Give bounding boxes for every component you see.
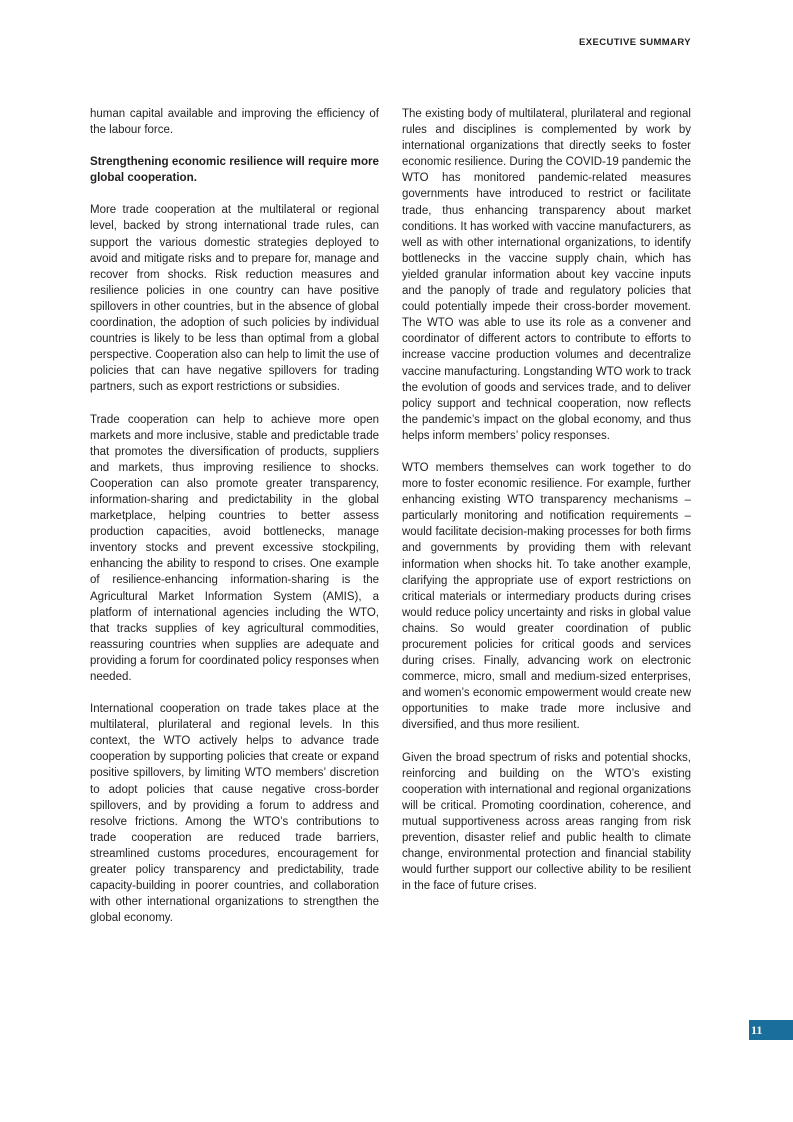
paragraph: Trade cooperation can help to achieve more open markets and more inclusive, stable and predictable trade that promotes the diversification of products, suppliers and markets, thus improving resilience to shocks. Cooperation can also promote greater transparency, information-sharing and predictability in the global marketplace, helping countries to better assess production capacities, avoid bottlenecks, manage inventory stocks and prevent excessive stockpiling, enhancing the ability to respond to crises. One example of resilience-enhancing information-sharing is the Agricultural Market Information System (AMIS), a platform of international agencies including the WTO, that tracks supplies of key agricultural commodities, reassuring countries when supplies are adequate and providing a forum for coordinated policy responses when needed. <box>90 413 379 683</box>
page-number: 11 <box>749 1020 793 1040</box>
right-column <box>402 106 691 910</box>
paragraph: Given the broad spectrum of risks and potential shocks, reinforcing and building on the WTO’s existing cooperation with international and regional organizations will be critical. Promoting coordination, coherence, and mutual supportiveness across areas ranging from risk prevention, disaster relief and public health to climate change, environmental protection and financial stability would further support our collective ability to be resilient in the face of future crises. <box>402 751 691 893</box>
paragraph: The existing body of multilateral, plurilateral and regional rules and disciplines is complemented by work by international organizations that directly seeks to foster economic resilience. During the COVID-19 pandemic the WTO has monitored pandemic-related measures governments have introduced to restrict or facilitate trade, thus enhancing transparency about market conditions. It has worked with vaccine manufacturers, as well as with other international organizations, to identify bottlenecks in the vaccine supply chain, which has yielded granular information about key vaccine inputs and the panoply of trade and regulatory policies that could potentially impede their cross-border movement. The WTO was able to use its role as a convener and coordinator of different actors to contribute to efforts to increase vaccine production volumes and decentralize vaccine manufacturing. Longstanding WTO work to track the evolution of goods and services trade, and to deliver policy support and technical cooperation, now reflects the pandemic’s impact on the global economy, and thus helps inform members’ policy responses. <box>402 108 691 442</box>
section-title: EXECUTIVE SUMMARY <box>578 37 691 48</box>
paragraph: human capital available and improving the efficiency of the labour force. <box>90 108 379 137</box>
paragraph: WTO members themselves can work together to do more to foster economic resilience. For example, further enhancing existing WTO transparency mechanisms – particularly monitoring and notification requirements – would facilitate decision-making processes for both firms and governments by providing them with relevant information when shocks hit. To take another example, clarifying the appropriate use of export restrictions on critical materials or intermediary products during crises would reduce policy uncertainty and risks in global value chains. So would greater coordination of public procurement policies for critical goods and services during crises. Finally, advancing work on electronic commerce, micro, small and medium-sized enterprises, and women’s economic empowerment would create new opportunities to make trade more inclusive and diversified, and thus more resilient. <box>402 461 691 732</box>
paragraph: International cooperation on trade takes place at the multilateral, plurilateral and regional levels. In this context, the WTO actively helps to advance trade cooperation by supporting policies that create or expand positive spillovers, by limiting WTO members’ discretion to adopt policies that cause negative cross-border spillovers, and by providing a forum to address and resolve frictions. Among the WTO’s contributions to trade cooperation are reduced trade barriers, streamlined customs procedures, encouragement for greater policy transparency and predictability, trade capacity-building in poorer countries, and collaboration with other international organizations to strengthen the global economy. <box>90 703 379 925</box>
left-column <box>90 106 379 942</box>
section-heading: Strengthening economic resilience will require more global cooperation. <box>90 155 379 185</box>
paragraph: More trade cooperation at the multilateral or regional level, backed by strong international trade rules, can support the various domestic strategies deployed to avoid and mitigate risks and to prepare for, manage and recover from shocks. Risk reduction measures and resilience policies in one country can have positive spillovers in other countries, but in the absence of global coordination, the adoption of such policies by individual countries is likely to be less than optimal from a global perspective. Cooperation also can help to limit the use of policies that can have negative spillovers for trading partners, such as export restrictions or subsidies. <box>90 204 379 394</box>
